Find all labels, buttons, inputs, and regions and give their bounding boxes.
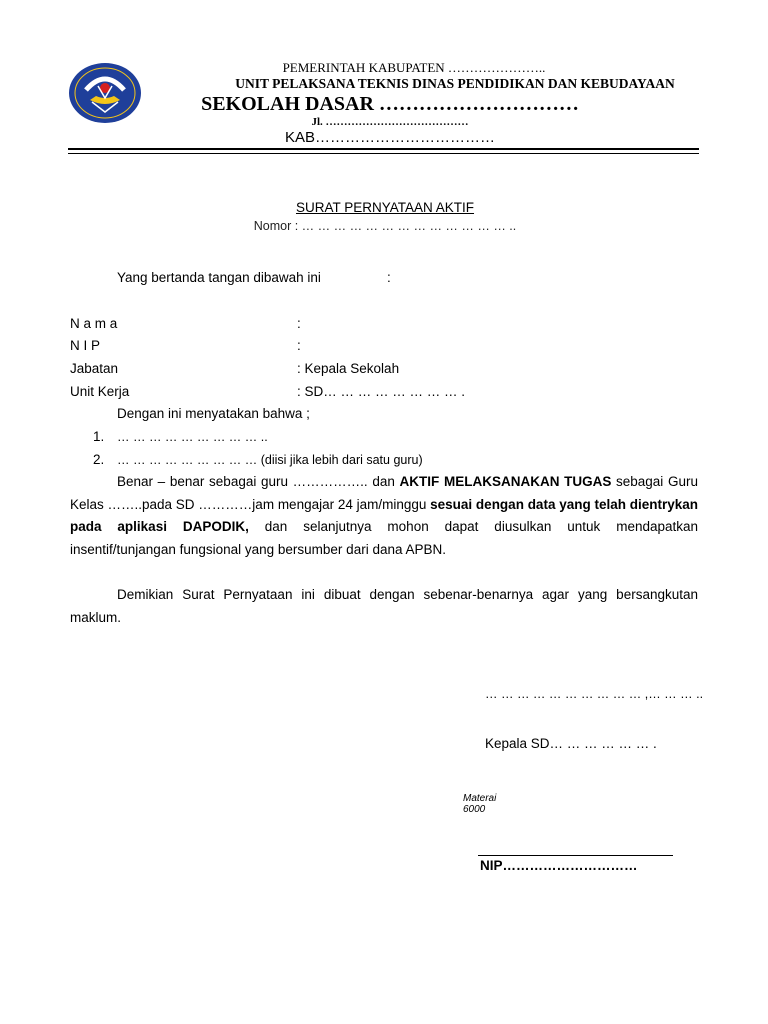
- intro-label: Yang bertanda tangan dibawah ini: [117, 270, 321, 285]
- field-label-unit-kerja: Unit Kerja: [70, 384, 130, 399]
- field-label-jabatan: Jabatan: [70, 361, 119, 376]
- body-text-c: sebagai Guru Kelas ……..pada SD …………jam mengajar 24 jam/minggu: [70, 474, 698, 512]
- document-number: Nomor : … … … … … … … … … … … … … ..: [253, 219, 517, 233]
- body-emphasis-active: AKTIF MELAKSANAKAN TUGAS: [399, 474, 612, 489]
- signature-nip: NIP…………………………: [480, 858, 638, 873]
- field-value-jabatan: : Kepala Sekolah: [297, 361, 400, 376]
- field-label-nama: N a m a: [70, 316, 118, 331]
- signature-place-date: … … … … … … … … … … ,… … … ..: [485, 687, 704, 701]
- header-regency: KAB………………………………: [284, 129, 495, 146]
- field-value-unit-kerja: : SD… … … … … … … … .: [297, 384, 466, 399]
- header-unit: UNIT PELAKSANA TEKNIS DINAS PENDIDIKAN DAN KEBUDAYAAN: [235, 76, 675, 91]
- body-paragraph-1: [70, 471, 698, 561]
- header-address: Jl. …………………………………: [311, 116, 469, 128]
- header-divider-thin: [68, 153, 699, 154]
- materai-label: Materai: [463, 793, 497, 804]
- statement-intro: Dengan ini menyatakan bahwa ;: [117, 406, 310, 421]
- body-paragraph-2: Demikian Surat Pernyataan ini dibuat dengan sebenar-benarnya agar yang bersangkutan maklum.: [70, 587, 698, 625]
- body-text-e: dan selanjutnya mohon dapat diusulkan untuk mendapatkan insentif/tunjangan fungsional yang bersumber dari dana APBN.: [70, 519, 699, 557]
- list-item-1: … … … … … … … … … ..: [117, 430, 268, 444]
- signature-role: Kepala SD… … … … … … .: [485, 736, 657, 751]
- header-divider-thick: [68, 148, 699, 150]
- field-label-nip: N I P: [70, 338, 101, 353]
- intro-colon: :: [387, 270, 391, 285]
- field-value-nip: :: [297, 338, 301, 353]
- list-item-2: … … … … … … … … … (diisi jika lebih dari satu guru): [117, 453, 423, 467]
- list-number-1: 1.: [93, 429, 105, 444]
- list-number-2: 2.: [93, 452, 105, 467]
- document-title: SURAT PERNYATAAN AKTIF: [295, 200, 475, 215]
- header-school: SEKOLAH DASAR …………………………: [201, 93, 579, 115]
- header-government: PEMERINTAH KABUPATEN …………………..: [282, 60, 546, 75]
- field-value-nama: :: [297, 316, 301, 331]
- body-text-a: Benar – benar sebagai guru …………….. dan: [117, 474, 400, 489]
- materai-value: 6000: [463, 804, 486, 815]
- body-emphasis-dapodik: sesuai dengan data yang telah dientrykan pada aplikasi DAPODIK,: [70, 496, 698, 534]
- signature-line: [478, 855, 673, 856]
